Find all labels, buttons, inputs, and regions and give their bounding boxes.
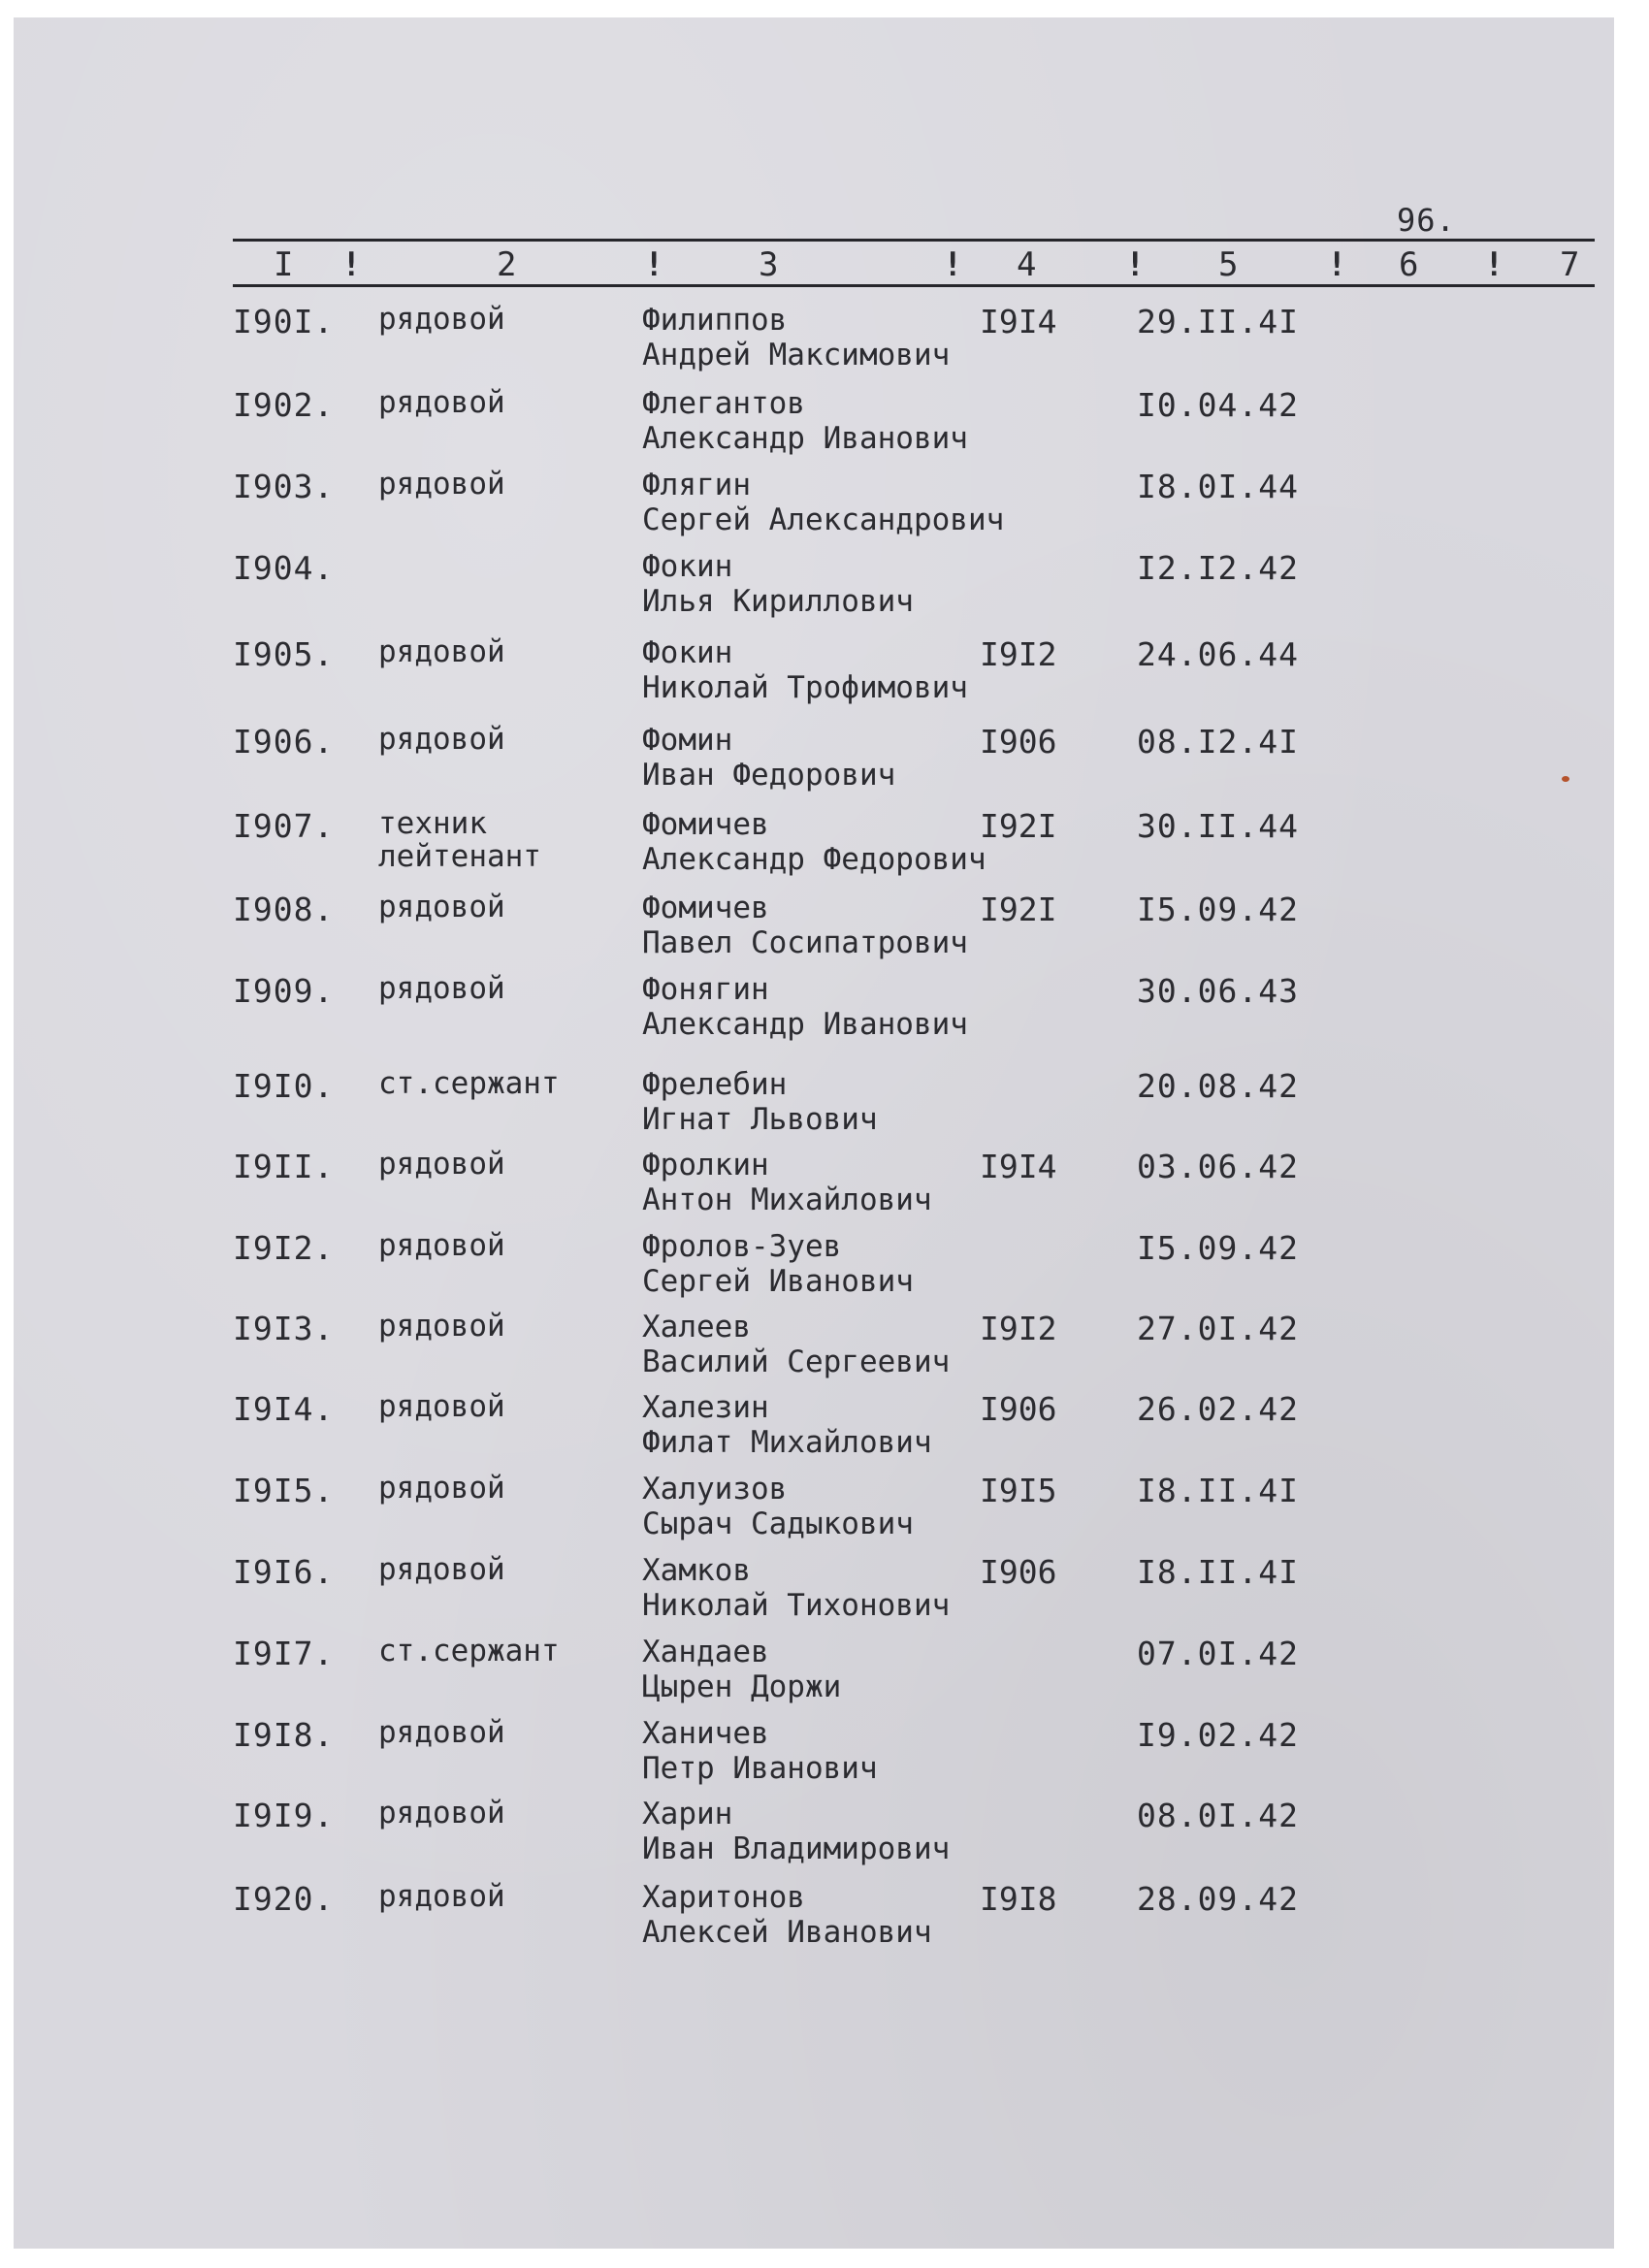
header-col-2: 2 (497, 245, 517, 284)
given-names: Николай Тихонович (642, 1588, 951, 1623)
rank: техник лейтенант (378, 806, 541, 874)
table-row (0, 635, 1649, 717)
birth-year: I9I4 (980, 1148, 1057, 1185)
record-number: I9II. (233, 1148, 335, 1185)
table-row (0, 1553, 1649, 1635)
date: I8.0I.44 (1137, 468, 1299, 505)
rank: рядовой (378, 1879, 505, 1914)
table-row (0, 807, 1649, 889)
table-row (0, 972, 1649, 1053)
given-names: Павел Сосипатрович (642, 925, 968, 960)
full-name (642, 891, 968, 960)
table-row (0, 1229, 1649, 1311)
full-name (642, 807, 986, 877)
table-row (0, 1716, 1649, 1798)
date: 20.08.42 (1137, 1067, 1299, 1105)
table-row (0, 1310, 1649, 1391)
table-row (0, 468, 1649, 549)
surname: Фрелебин (642, 1067, 788, 1102)
table-row (0, 1390, 1649, 1472)
given-names: Иван Владимирович (642, 1831, 951, 1866)
header-separator: ! (644, 245, 664, 284)
record-number: I9I5. (233, 1472, 335, 1509)
table-row (0, 1148, 1649, 1229)
record-number: I920. (233, 1880, 335, 1918)
surname: Хамков (642, 1553, 751, 1588)
given-names: Сергей Александрович (642, 502, 1005, 537)
birth-year: I9I5 (980, 1472, 1057, 1509)
surname: Халезин (642, 1390, 769, 1425)
date: 08.I2.4I (1137, 723, 1299, 761)
rank: рядовой (378, 722, 505, 757)
header-col-1: I (274, 245, 294, 284)
given-names: Николай Трофимович (642, 670, 968, 705)
given-names: Алексей Иванович (642, 1915, 932, 1950)
given-names: Александр Иванович (642, 421, 968, 456)
date: I8.II.4I (1137, 1553, 1299, 1591)
given-names: Александр Иванович (642, 1007, 968, 1042)
rank: рядовой (378, 467, 505, 502)
full-name (642, 1472, 914, 1541)
given-names: Филат Михайлович (642, 1425, 932, 1460)
full-name (642, 1635, 841, 1704)
given-names: Василий Сергеевич (642, 1345, 951, 1379)
date: 28.09.42 (1137, 1880, 1299, 1918)
full-name (642, 1880, 932, 1950)
record-number: I9I8. (233, 1716, 335, 1754)
record-number: I907. (233, 807, 335, 845)
full-name (642, 635, 968, 705)
surname: Флегантов (642, 386, 805, 421)
birth-year: I9I4 (980, 303, 1057, 340)
given-names: Илья Кириллович (642, 584, 914, 619)
full-name (642, 303, 950, 373)
table-row (0, 386, 1649, 468)
given-names: Игнат Львович (642, 1102, 878, 1137)
surname: Халеев (642, 1310, 751, 1345)
header-col-5: 5 (1218, 245, 1239, 284)
date: I8.II.4I (1137, 1472, 1299, 1509)
date: I5.09.42 (1137, 1229, 1299, 1267)
given-names: Сырач Садыкович (642, 1507, 914, 1541)
header-col-7: 7 (1560, 245, 1580, 284)
full-name (642, 1716, 878, 1786)
date: 29.II.4I (1137, 303, 1299, 340)
given-names: Цырен Доржи (642, 1669, 842, 1704)
date: I2.I2.42 (1137, 549, 1299, 587)
rank: рядовой (378, 1147, 505, 1182)
full-name (642, 1067, 878, 1137)
date: 24.06.44 (1137, 635, 1299, 673)
record-number: I905. (233, 635, 335, 673)
header-separator: ! (943, 245, 963, 284)
record-number: I906. (233, 723, 335, 761)
header-separator: ! (1484, 245, 1504, 284)
surname: Халуизов (642, 1472, 788, 1507)
rank: рядовой (378, 971, 505, 1006)
birth-year: I9I2 (980, 1310, 1057, 1347)
record-number: I9I6. (233, 1553, 335, 1591)
record-number: I9I0. (233, 1067, 335, 1105)
table-row (0, 549, 1649, 631)
table-row (0, 1635, 1649, 1716)
table-row (0, 1472, 1649, 1553)
record-number: I903. (233, 468, 335, 505)
record-number: I9I2. (233, 1229, 335, 1267)
table-row (0, 891, 1649, 972)
surname: Харитонов (642, 1880, 805, 1915)
given-names: Сергей Иванович (642, 1264, 914, 1299)
surname: Фомичев (642, 891, 769, 925)
rank: рядовой (378, 1552, 505, 1587)
record-number: I90I. (233, 303, 335, 340)
surname: Ханичев (642, 1716, 769, 1751)
birth-year: I9I8 (980, 1880, 1057, 1918)
table-top-rule (233, 239, 1595, 242)
rank: ст.сержант (378, 1066, 560, 1101)
rank: рядовой (378, 1796, 505, 1831)
record-number: I9I4. (233, 1390, 335, 1428)
full-name (642, 1390, 932, 1460)
birth-year: I92I (980, 891, 1057, 928)
rank: ст.сержант (378, 1634, 560, 1669)
surname: Фомин (642, 723, 733, 758)
date: I5.09.42 (1137, 891, 1299, 928)
rank: рядовой (378, 385, 505, 420)
given-names: Иван Федорович (642, 758, 896, 793)
table-row (0, 1880, 1649, 1961)
full-name (642, 1148, 932, 1217)
surname: Флягин (642, 468, 751, 502)
date: 07.0I.42 (1137, 1635, 1299, 1672)
birth-year: I9I2 (980, 635, 1057, 673)
date: 26.02.42 (1137, 1390, 1299, 1428)
date: I0.04.42 (1137, 386, 1299, 424)
header-col-4: 4 (1017, 245, 1037, 284)
full-name (642, 1310, 950, 1379)
record-number: I904. (233, 549, 335, 587)
surname: Филиппов (642, 303, 788, 338)
full-name (642, 723, 895, 793)
record-number: I902. (233, 386, 335, 424)
rank: рядовой (378, 890, 505, 924)
surname: Харин (642, 1797, 733, 1831)
given-names: Андрей Максимович (642, 338, 951, 373)
birth-year: I906 (980, 723, 1057, 761)
date: I9.02.42 (1137, 1716, 1299, 1754)
given-names: Антон Михайлович (642, 1183, 932, 1217)
full-name (642, 386, 968, 456)
record-number: I9I3. (233, 1310, 335, 1347)
paper-stain (1562, 776, 1569, 782)
surname: Фонягин (642, 972, 769, 1007)
rank: рядовой (378, 634, 505, 669)
header-col-6: 6 (1399, 245, 1419, 284)
given-names: Петр Иванович (642, 1751, 878, 1786)
page-number: 96. (1397, 202, 1456, 239)
surname: Хандаев (642, 1635, 769, 1669)
header-separator: ! (341, 245, 362, 284)
rank: рядовой (378, 302, 505, 337)
record-number: I908. (233, 891, 335, 928)
record-number: I9I9. (233, 1797, 335, 1834)
birth-year: I906 (980, 1553, 1057, 1591)
rank: рядовой (378, 1309, 505, 1344)
table-row (0, 723, 1649, 804)
birth-year: I92I (980, 807, 1057, 845)
table-row (0, 1797, 1649, 1878)
full-name (642, 549, 914, 619)
surname: Фокин (642, 635, 733, 670)
full-name (642, 1229, 914, 1299)
surname: Фролкин (642, 1148, 769, 1183)
date: 30.II.44 (1137, 807, 1299, 845)
full-name (642, 972, 968, 1042)
date: 30.06.43 (1137, 972, 1299, 1010)
record-number: I9I7. (233, 1635, 335, 1672)
surname: Фомичев (642, 807, 769, 842)
surname: Фролов-Зуев (642, 1229, 842, 1264)
full-name (642, 1553, 950, 1623)
rank: рядовой (378, 1389, 505, 1424)
record-number: I909. (233, 972, 335, 1010)
header-col-3: 3 (759, 245, 779, 284)
surname: Фокин (642, 549, 733, 584)
rank: рядовой (378, 1715, 505, 1750)
header-separator: ! (1327, 245, 1347, 284)
birth-year: I906 (980, 1390, 1057, 1428)
date: 03.06.42 (1137, 1148, 1299, 1185)
full-name (642, 1797, 950, 1866)
header-separator: ! (1125, 245, 1146, 284)
table-header-rule (233, 284, 1595, 287)
table-row (0, 303, 1649, 384)
given-names: Александр Федорович (642, 842, 986, 877)
date: 27.0I.42 (1137, 1310, 1299, 1347)
rank: рядовой (378, 1471, 505, 1506)
table-row (0, 1067, 1649, 1149)
rank: рядовой (378, 1228, 505, 1263)
full-name (642, 468, 1004, 537)
date: 08.0I.42 (1137, 1797, 1299, 1834)
